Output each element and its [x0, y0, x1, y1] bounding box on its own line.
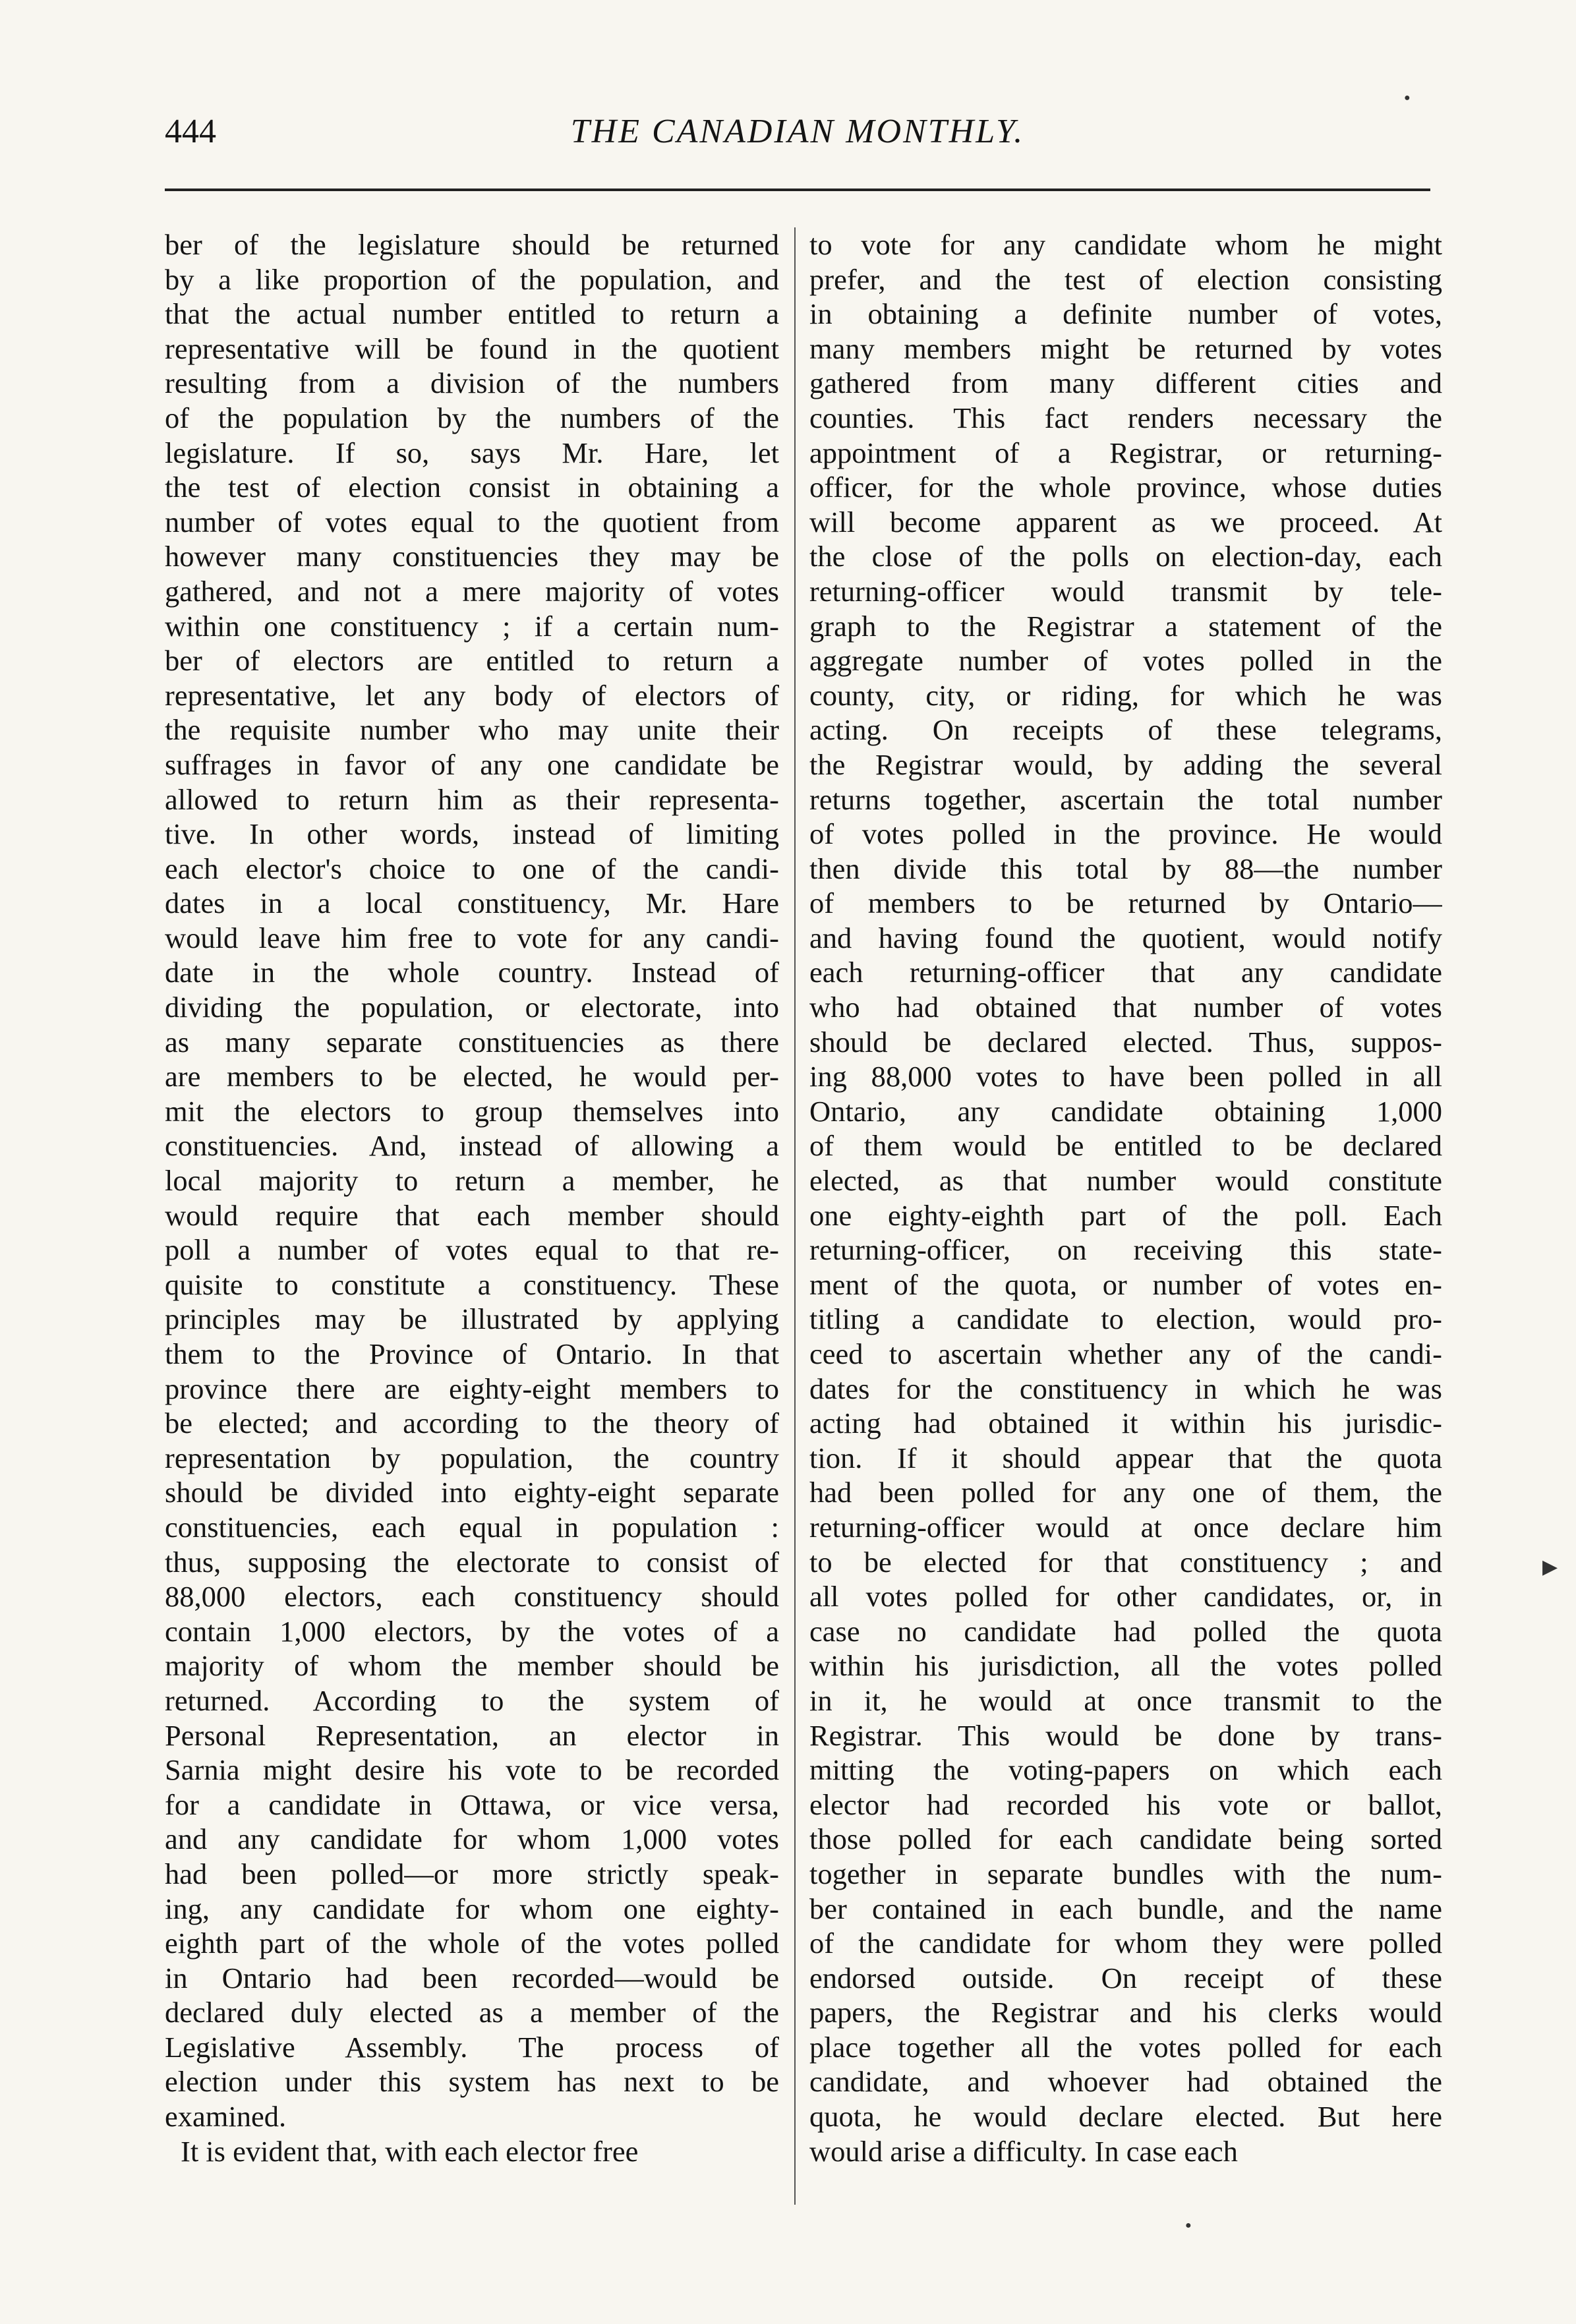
column-divider — [794, 227, 796, 2205]
text-line: tive. In other words, instead of limiting — [165, 817, 779, 851]
text-line: who had obtained that number of votes — [809, 991, 1442, 1024]
text-line: all votes polled for other candidates, or, in — [809, 1580, 1442, 1613]
text-line: to vote for any candidate whom he might — [809, 228, 1442, 261]
text-line: would arise a difficulty. In case each — [809, 2134, 1238, 2168]
text-line: within his jurisdiction, all the votes polled — [809, 1649, 1442, 1683]
text-line: dates for the constituency in which he was — [809, 1372, 1442, 1405]
text-line: those polled for each candidate being sorted — [809, 1822, 1442, 1856]
text-line: examined. — [165, 2100, 287, 2134]
text-line: Ontario, any candidate obtaining 1,000 — [809, 1094, 1442, 1128]
text-line: Sarnia might desire his vote to be recorded — [165, 1753, 779, 1787]
text-line: contain 1,000 electors, by the votes of a — [165, 1614, 779, 1648]
margin-arrow-mark: ▶ — [1542, 1556, 1558, 1578]
text-line: dates in a local constituency, Mr. Hare — [165, 886, 779, 920]
text-line: elected, as that number would constitute — [809, 1164, 1442, 1198]
text-line: that the actual number entitled to return a — [165, 297, 779, 331]
text-line: ment of the quota, or number of votes en- — [809, 1267, 1442, 1301]
text-line: declared duly elected as a member of the — [165, 1996, 779, 2029]
text-line: counties. This fact renders necessary the — [809, 401, 1442, 434]
text-line: endorsed outside. On receipt of these — [809, 1961, 1442, 1994]
text-line: each returning-officer that any candidate — [809, 956, 1442, 989]
text-line: and having found the quotient, would notify — [809, 921, 1442, 954]
text-line: should be divided into eighty-eight separate — [165, 1476, 779, 1509]
text-line: by a like proportion of the population, and — [165, 262, 779, 296]
text-line: ceed to ascertain whether any of the candi- — [809, 1337, 1442, 1370]
header-rule — [165, 189, 1430, 191]
left-column — [165, 227, 779, 2205]
text-line: quota, he would declare elected. But here — [809, 2100, 1442, 2134]
text-line: Registrar. This would be done by trans- — [809, 1718, 1442, 1752]
text-line: county, city, or riding, for which he was — [809, 678, 1442, 712]
text-line: prefer, and the test of election consisting — [809, 262, 1442, 296]
text-line: within one constituency ; if a certain num- — [165, 609, 779, 643]
text-line: acting had obtained it within his jurisdic- — [809, 1407, 1442, 1440]
text-line: titling a candidate to election, would pro- — [809, 1302, 1442, 1336]
text-line: the requisite number who may unite their — [165, 713, 779, 747]
text-line: constituencies. And, instead of allowing a — [165, 1129, 779, 1163]
text-line: dividing the population, or electorate, into — [165, 991, 779, 1024]
text-line: as many separate constituencies as there — [165, 1025, 779, 1059]
text-line: number of votes equal to the quotient from — [165, 505, 779, 538]
text-line: eighth part of the whole of the votes polled — [165, 1927, 779, 1960]
text-line: date in the whole country. Instead of — [165, 956, 779, 989]
text-line: of members to be returned by Ontario— — [809, 886, 1442, 920]
text-line: representative will be found in the quotient — [165, 332, 779, 365]
text-line: many members might be returned by votes — [809, 332, 1442, 365]
text-line: allowed to return him as their representa- — [165, 782, 779, 816]
text-line: local majority to return a member, he — [165, 1164, 779, 1198]
text-line: had been polled for any one of them, the — [809, 1476, 1442, 1509]
text-line: and any candidate for whom 1,000 votes — [165, 1822, 779, 1856]
text-line: principles may be illustrated by applying — [165, 1302, 779, 1336]
text-line: case no candidate had polled the quota — [809, 1614, 1442, 1648]
text-line: poll a number of votes equal to that re- — [165, 1233, 779, 1267]
text-line: mitting the voting-papers on which each — [809, 1753, 1442, 1787]
text-line: returns together, ascertain the total number — [809, 782, 1442, 816]
text-line: officer, for the whole province, whose duties — [809, 471, 1442, 504]
text-line: candidate, and whoever had obtained the — [809, 2065, 1442, 2099]
text-line: It is evident that, with each elector free — [181, 2134, 639, 2168]
text-line: ber of electors are entitled to return a — [165, 644, 779, 678]
text-line: place together all the votes polled for each — [809, 2030, 1442, 2064]
page-header — [165, 112, 1430, 171]
text-line: legislature. If so, says Mr. Hare, let — [165, 436, 779, 469]
text-line: representation by population, the country — [165, 1441, 779, 1474]
page-number: 444 — [165, 113, 216, 150]
text-line: Legislative Assembly. The process of — [165, 2030, 779, 2064]
text-line: representative, let any body of electors of — [165, 678, 779, 712]
text-line: had been polled—or more strictly speak- — [165, 1857, 779, 1890]
text-line: appointment of a Registrar, or returning- — [809, 436, 1442, 469]
text-line: ing, any candidate for whom one eighty- — [165, 1892, 779, 1925]
text-line: in obtaining a definite number of votes, — [809, 297, 1442, 331]
text-line: majority of whom the member should be — [165, 1649, 779, 1683]
text-line: papers, the Registrar and his clerks would — [809, 1996, 1442, 2029]
text-line: aggregate number of votes polled in the — [809, 644, 1442, 678]
text-line: the close of the polls on election-day, each — [809, 540, 1442, 573]
running-title: THE CANADIAN MONTHLY. — [570, 113, 1025, 150]
text-line: in Ontario had been recorded—would be — [165, 1961, 779, 1994]
text-line: returning-officer would at once declare him — [809, 1510, 1442, 1544]
text-line: to be elected for that constituency ; and — [809, 1545, 1442, 1579]
margin-dot-mark-bottom: ● — [1185, 2220, 1192, 2231]
text-line: quisite to constitute a constituency. These — [165, 1267, 779, 1301]
text-line: election under this system has next to be — [165, 2065, 779, 2099]
text-line: tion. If it should appear that the quota — [809, 1441, 1442, 1474]
text-line: the test of election consist in obtaining a — [165, 471, 779, 504]
text-line: thus, supposing the electorate to consist of — [165, 1545, 779, 1579]
text-line: suffrages in favor of any one candidate be — [165, 747, 779, 781]
text-line: constituencies, each equal in population : — [165, 1510, 779, 1544]
text-line: graph to the Registrar a statement of the — [809, 609, 1442, 643]
text-line: them to the Province of Ontario. In that — [165, 1337, 779, 1370]
text-line: will become apparent as we proceed. At — [809, 505, 1442, 538]
text-line: ber of the legislature should be returned — [165, 228, 779, 261]
text-line: however many constituencies they may be — [165, 540, 779, 573]
margin-dot-mark: ● — [1404, 92, 1411, 103]
text-line: should be declared elected. Thus, suppos- — [809, 1025, 1442, 1059]
text-line: gathered, and not a mere majority of votes — [165, 574, 779, 608]
text-line: of votes polled in the province. He would — [809, 817, 1442, 851]
text-line: elector had recorded his vote or ballot, — [809, 1787, 1442, 1821]
text-line: gathered from many different cities and — [809, 366, 1442, 400]
text-line: returning-officer would transmit by tele- — [809, 574, 1442, 608]
text-line: in it, he would at once transmit to the — [809, 1683, 1442, 1717]
text-line: for a candidate in Ottawa, or vice versa, — [165, 1787, 779, 1821]
text-line: each elector's choice to one of the candi- — [165, 852, 779, 885]
text-line: acting. On receipts of these telegrams, — [809, 713, 1442, 747]
right-column — [809, 227, 1442, 2205]
text-line: together in separate bundles with the num- — [809, 1857, 1442, 1890]
text-line: of the candidate for whom they were polled — [809, 1927, 1442, 1960]
text-line: returning-officer, on receiving this state- — [809, 1233, 1442, 1267]
text-line: ber contained in each bundle, and the name — [809, 1892, 1442, 1925]
text-line: resulting from a division of the numbers — [165, 366, 779, 400]
text-line: of the population by the numbers of the — [165, 401, 779, 434]
text-line: the Registrar would, by adding the several — [809, 747, 1442, 781]
text-line: ing 88,000 votes to have been polled in all — [809, 1060, 1442, 1093]
text-line: would require that each member should — [165, 1198, 779, 1232]
text-line: mit the electors to group themselves into — [165, 1094, 779, 1128]
text-line: one eighty-eighth part of the poll. Each — [809, 1198, 1442, 1232]
text-line: are members to be elected, he would per- — [165, 1060, 779, 1093]
text-line: 88,000 electors, each constituency should — [165, 1580, 779, 1613]
text-line: of them would be entitled to be declared — [809, 1129, 1442, 1163]
text-line: Personal Representation, an elector in — [165, 1718, 779, 1752]
text-line: then divide this total by 88—the number — [809, 852, 1442, 885]
text-line: province there are eighty-eight members to — [165, 1372, 779, 1405]
text-line: would leave him free to vote for any candi- — [165, 921, 779, 954]
text-line: be elected; and according to the theory of — [165, 1407, 779, 1440]
text-line: returned. According to the system of — [165, 1683, 779, 1717]
